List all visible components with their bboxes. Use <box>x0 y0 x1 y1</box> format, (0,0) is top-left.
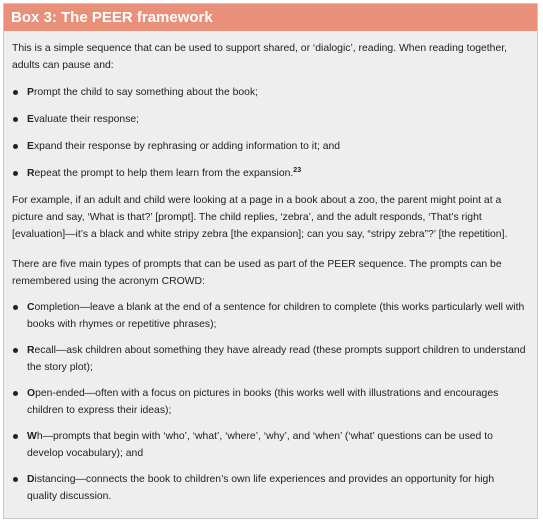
item-text: istancing—connects the book to children’s own life experiences and provides an opportunity for high quality discussion. <box>27 474 495 502</box>
bullet-icon <box>13 391 18 396</box>
peer-framework-box <box>3 3 538 519</box>
example-paragraph: For example, if an adult and child were looking at a page in a book about a zoo, the parent might point at a picture and say, ‘What is that?’ [prompt]. The child replies, ‘zebra’, and the adult responds, ‘That’s right [evaluation]—it’s a black and white stripy zebra [the expansion]; can you say, “stripy zebra”?’ [the repetition]. <box>12 195 508 240</box>
footnote-marker: 23 <box>293 167 302 174</box>
item-initial: R <box>27 345 35 356</box>
peer-list <box>12 84 527 182</box>
list-item <box>12 385 527 419</box>
list-item <box>12 84 527 101</box>
item-text: xpand their response by rephrasing or adding information to it; and <box>33 141 341 152</box>
item-initial: R <box>27 168 35 179</box>
intro-paragraph: This is a simple sequence that can be used to support shared, or ‘dialogic’, reading. When reading together, adults can pause and: <box>12 43 508 71</box>
box-content <box>4 31 537 505</box>
item-text: ecall—ask children about something they have already read (these prompts support children to understand the story plot); <box>27 345 526 373</box>
item-text: rompt the child to say something about the book; <box>33 87 259 98</box>
bullet-icon <box>13 117 18 122</box>
list-item <box>12 299 527 333</box>
item-initial: C <box>27 302 35 313</box>
item-initial: E <box>27 114 34 125</box>
item-text: epeat the prompt to help them learn from the expansion. <box>34 168 294 179</box>
list-item <box>12 165 527 182</box>
bullet-icon <box>13 305 18 310</box>
item-text: ompletion—leave a blank at the end of a sentence for children to complete (this works particularly well with books with rhymes or repetitive phrases); <box>27 302 525 330</box>
item-text: pen-ended—often with a focus on pictures in books (this works well with illustrations and encourages children to express their ideas); <box>27 388 499 416</box>
bullet-icon <box>13 434 18 439</box>
bullet-icon <box>13 348 18 353</box>
item-initial: W <box>27 431 37 442</box>
list-item <box>12 471 527 505</box>
list-item <box>12 111 527 128</box>
item-initial: P <box>27 87 34 98</box>
item-text: valuate their response; <box>33 114 140 125</box>
crowd-intro-paragraph: There are five main types of prompts that can be used as part of the PEER sequence. The prompts can be remembered using the acronym CROWD: <box>12 259 502 287</box>
bullet-icon <box>13 171 18 176</box>
crowd-list <box>12 299 527 505</box>
bullet-icon <box>13 477 18 482</box>
item-initial: E <box>27 141 34 152</box>
list-item <box>12 342 527 376</box>
bullet-icon <box>13 144 18 149</box>
list-item <box>12 138 527 155</box>
box-title: Box 3: The PEER framework <box>4 4 537 31</box>
item-initial: O <box>27 388 36 399</box>
item-initial: D <box>27 474 35 485</box>
bullet-icon <box>13 90 18 95</box>
item-text: h—prompts that begin with ‘who’, ‘what’, ‘where’, ‘why’, and ‘when’ (‘what’ questions can be used to develop vocabulary); and <box>27 431 493 459</box>
list-item <box>12 428 527 462</box>
